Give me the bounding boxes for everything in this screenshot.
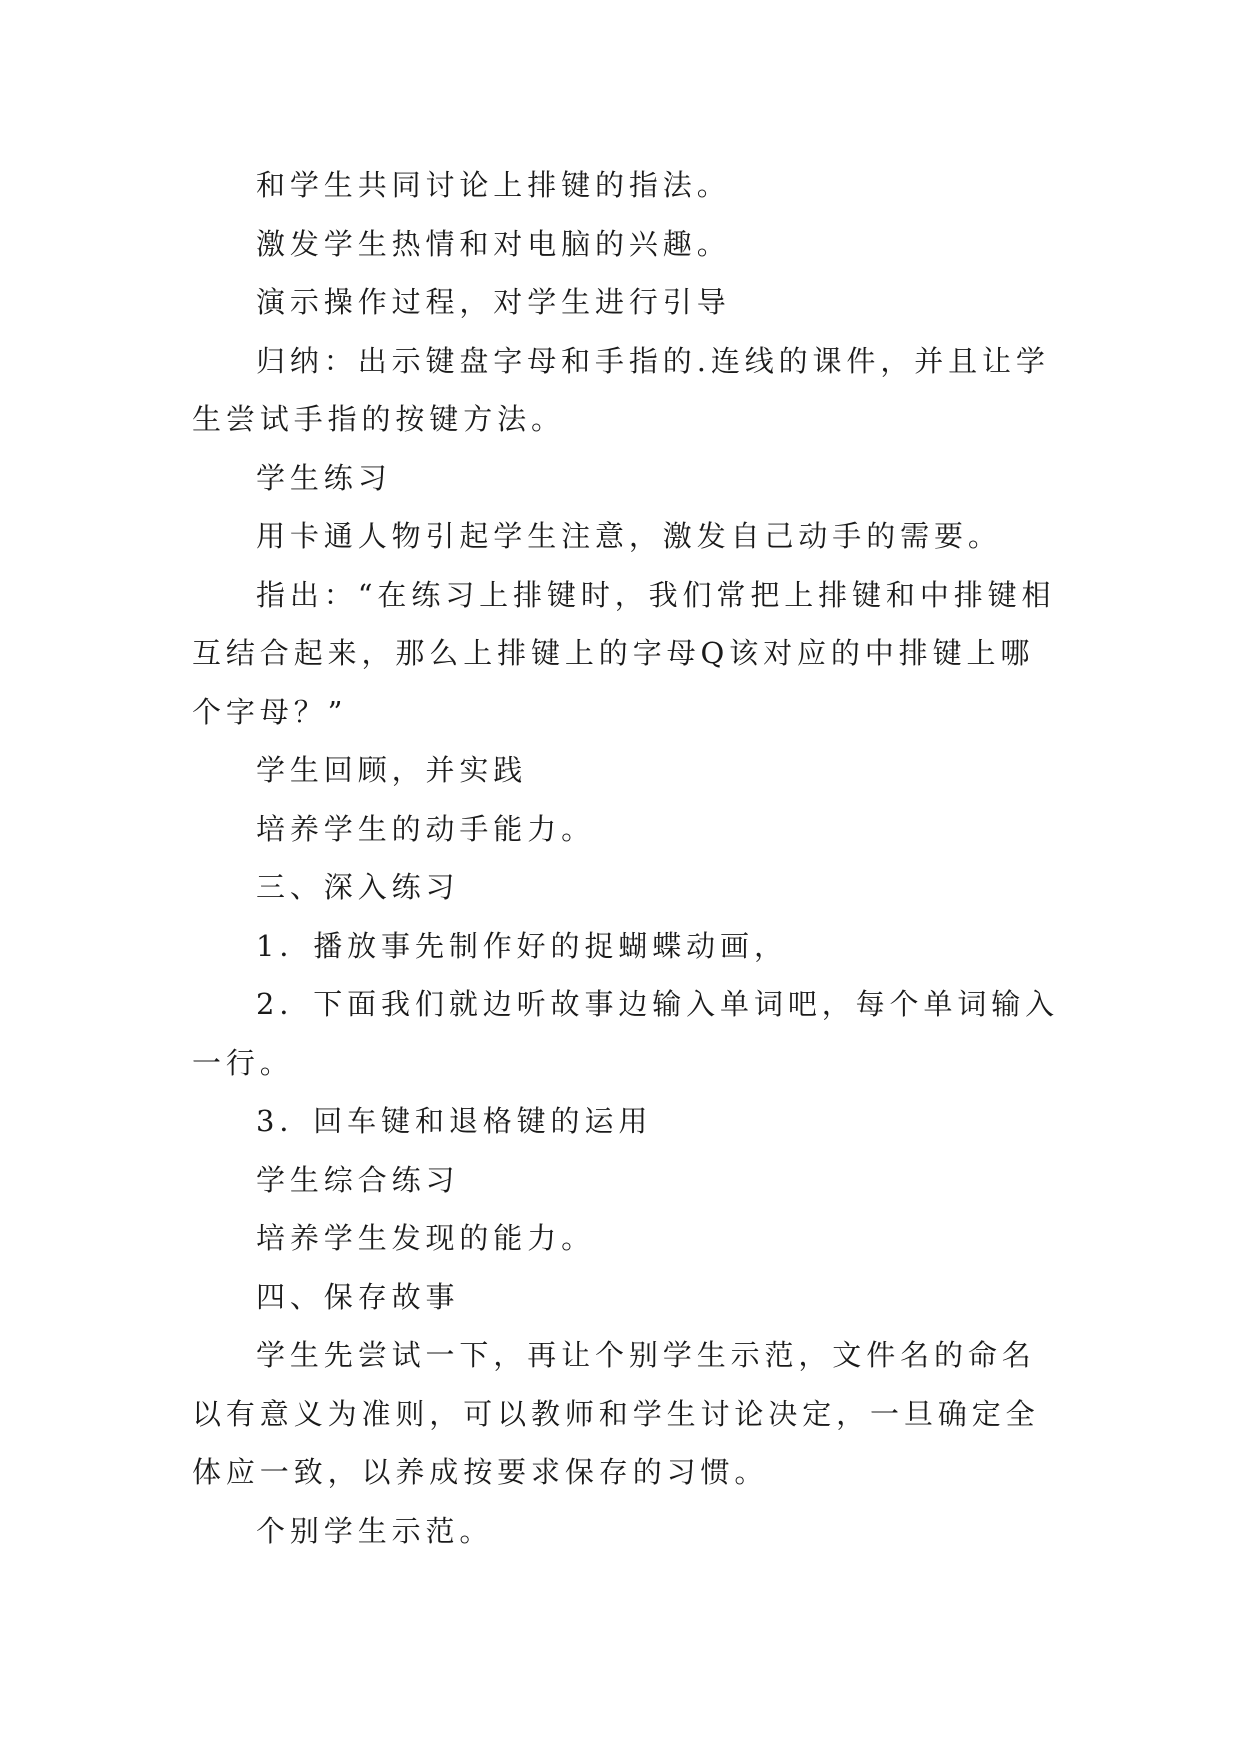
paragraph: 学生回顾，并实践 [256, 753, 528, 787]
section-heading: 四、保存故事 [256, 1279, 460, 1314]
numbered-item: 3．回车键和退格键的运用 [256, 1104, 653, 1138]
paragraph: 培养学生的动手能力。 [256, 811, 596, 846]
paragraph: 培养学生发现的能力。 [256, 1221, 596, 1255]
paragraph: 激发学生热情和对电脑的兴趣。 [256, 226, 731, 261]
paragraph: 演示操作过程，对学生进行引导 [256, 285, 731, 319]
paragraph: 归纳：出示键盘字母和手指的.连线的课件，并且让学生尝试手指的按键方法。 [192, 343, 1050, 436]
paragraph: 和学生共同讨论上排键的指法。 [256, 168, 731, 202]
numbered-item: 2．下面我们就边听故事边输入单词吧，每个单词输入一行。 [192, 987, 1060, 1080]
paragraph: 学生练习 [256, 460, 392, 495]
document-body [192, 156, 1060, 1560]
numbered-item: 1．播放事先制作好的捉蝴蝶动画， [256, 928, 788, 963]
paragraph: 指出：“在练习上排键时，我们常把上排键和中排键相互结合起来，那么上排键上的字母Q该对应的中排键上哪个字母？” [192, 577, 1056, 729]
paragraph: 学生先尝试一下，再让个别学生示范，文件名的命名以有意义为准则，可以教师和学生讨论决定，一旦确定全体应一致，以养成按要求保存的习惯。 [192, 1338, 1040, 1489]
paragraph: 学生综合练习 [256, 1162, 460, 1197]
section-heading: 三、深入练习 [256, 870, 460, 904]
paragraph: 个别学生示范。 [256, 1513, 494, 1548]
paragraph: 用卡通人物引起学生注意，激发自己动手的需要。 [256, 519, 1002, 553]
